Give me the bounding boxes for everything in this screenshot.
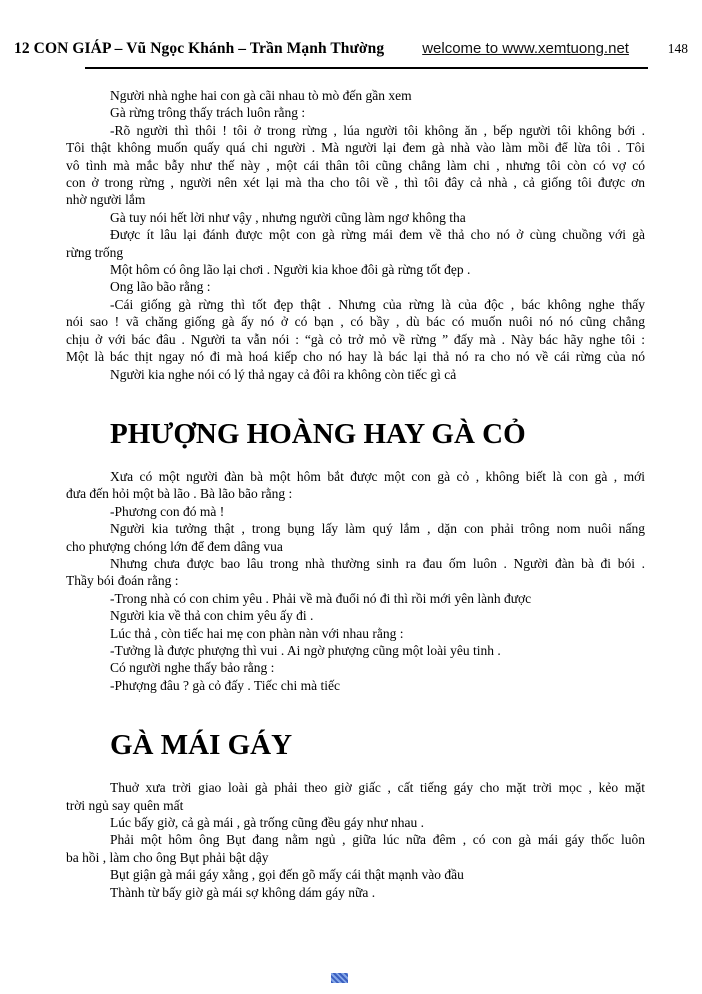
website-link[interactable]: welcome to www.xemtuong.net	[422, 40, 629, 57]
text-line: Lúc thả , còn tiếc hai mẹ con phàn nàn với nhau rằng :	[110, 625, 404, 641]
text-line: -Rõ người thì thôi ! tôi ở trong rừng , lúa người tôi không ăn , bếp người tôi không bới .	[110, 122, 645, 138]
text-line: Người nhà nghe hai con gà cãi nhau tò mò đến gần xem	[110, 88, 412, 103]
text-line: ba hồi , làm cho ông Bụt phải bật dậy	[66, 849, 269, 865]
text-line: Được ít lâu lại đánh được một con gà rừng mái đem về thả cho nó ở cùng chuồng với gà	[110, 227, 645, 243]
text-line: Gà tuy nói hết lời như vậy , nhưng người cũng làm ngơ không tha	[110, 209, 466, 225]
text-line: Xưa có một người đàn bà một hôm bắt được một con gà cỏ , không biết là con gà , mới	[110, 468, 645, 484]
text-line: Một hôm có ông lão lại chơi . Người kia khoe đôi gà rừng tốt đẹp .	[110, 262, 471, 278]
text-line: Một là bác thịt ngay nó đi mà hoá kiếp cho nó hay là bác lại thả nó ra cho nó về cái rừng của nó	[66, 349, 645, 365]
text-line: Tôi thật không muốn quấy quá chi người . Mà người lại đem gà nhà vào làm mồi để lừa tôi . Tôi	[66, 140, 645, 156]
text-line: Người kia nghe nói có lý thả ngay cả đôi ra không còn tiếc gì cả	[110, 366, 457, 382]
section-heading: GÀ MÁI GÁY	[110, 729, 293, 762]
text-line: đưa đến hỏi một bà lão . Bà lão bão rằng :	[66, 486, 293, 502]
text-line: Ong lão bão rằng :	[110, 279, 211, 295]
text-line: chịu ở với bác đâu . Người ta vẫn nói : “gà cỏ trở mỏ về rừng ” đấy mà . Này bác hãy nghe tôi :	[66, 331, 645, 347]
text-line: rừng trống	[66, 244, 124, 260]
text-line: cho phượng chóng lớn để đem dâng vua	[66, 538, 283, 554]
footer-mark	[331, 973, 348, 983]
page-number: 148	[667, 41, 688, 56]
text-line: Lúc bấy giờ, cả gà mái , gà trống cũng đều gáy như nhau .	[110, 815, 424, 830]
text-line: con ở trong rừng , người nên xét lại mà tha cho tôi về , thì tôi đây cả nhà , cả giống tôi được ơn	[66, 175, 645, 191]
text-line: Thầy bói đoán rằng :	[66, 573, 179, 589]
text-line: Nhưng chưa được bao lâu trong nhà thường sinh ra đau ốm luôn . Người đàn bà đi bói .	[110, 555, 645, 571]
text-line: Người kia về thả con chim yêu ấy đi .	[110, 608, 314, 624]
document-content	[66, 87, 645, 901]
text-line: Bụt giận gà mái gáy xằng , gọi đến gõ mấy cái thật mạnh vào đầu	[110, 867, 464, 883]
text-line: Phải một hôm ông Bụt đang nằm ngủ , giữa lúc nữa đêm , có con gà mái gáy thốc luôn	[110, 832, 645, 848]
text-line: -Cái giống gà rừng thì tốt đẹp thật . Nhưng của rừng là của độc , bác không nghe thấy	[110, 296, 645, 312]
text-line: nói sao ! vã chăng giống gà ấy nó ở có bạn , có bầy , dù bác có muốn nuôi nó nó cũng chẳng	[66, 314, 645, 330]
text-line: -Phương con đó mà !	[110, 503, 225, 519]
text-line: Có người nghe thấy bảo rằng :	[110, 660, 275, 676]
text-line: Gà rừng trông thấy trách luôn rằng :	[110, 105, 306, 121]
text-line: vô tình mà mắc bẫy như thế này , một cái thân tôi cũng chẳng làm chi , nhưng tôi còn có vợ có	[66, 157, 645, 173]
text-line: trời ngủ say quên mất	[66, 797, 184, 813]
text-line: -Tưởng là được phượng thì vui . Ai ngờ phượng cũng một loài yêu tinh .	[110, 642, 501, 658]
text-line: -Trong nhà có con chim yêu . Phải về mà đuổi nó đi thì rồi mới yên lành được	[110, 590, 532, 606]
page-header	[0, 0, 702, 58]
text-line: Thành từ bấy giờ gà mái sợ không dám gáy nữa .	[110, 884, 376, 900]
section-heading: PHƯỢNG HOÀNG HAY GÀ CỎ	[110, 417, 526, 450]
text-line: Thuở xưa trời giao loài gà phải theo giờ giấc , cất tiếng gáy cho mặt trời mọc , kẻo mặt	[110, 780, 645, 796]
text-line: nhờ người lắm	[66, 192, 146, 208]
header-divider	[85, 67, 648, 69]
book-title: 12 CON GIÁP – Vũ Ngọc Khánh – Trần Mạnh Thường	[14, 40, 385, 57]
text-line: -Phượng đâu ? gà cỏ đấy . Tiếc chi mà tiếc	[110, 677, 341, 693]
text-line: Người kia tưởng thật , trong bụng lấy làm quý lắm , dặn con phải trông nom nuôi nấng	[110, 521, 645, 537]
